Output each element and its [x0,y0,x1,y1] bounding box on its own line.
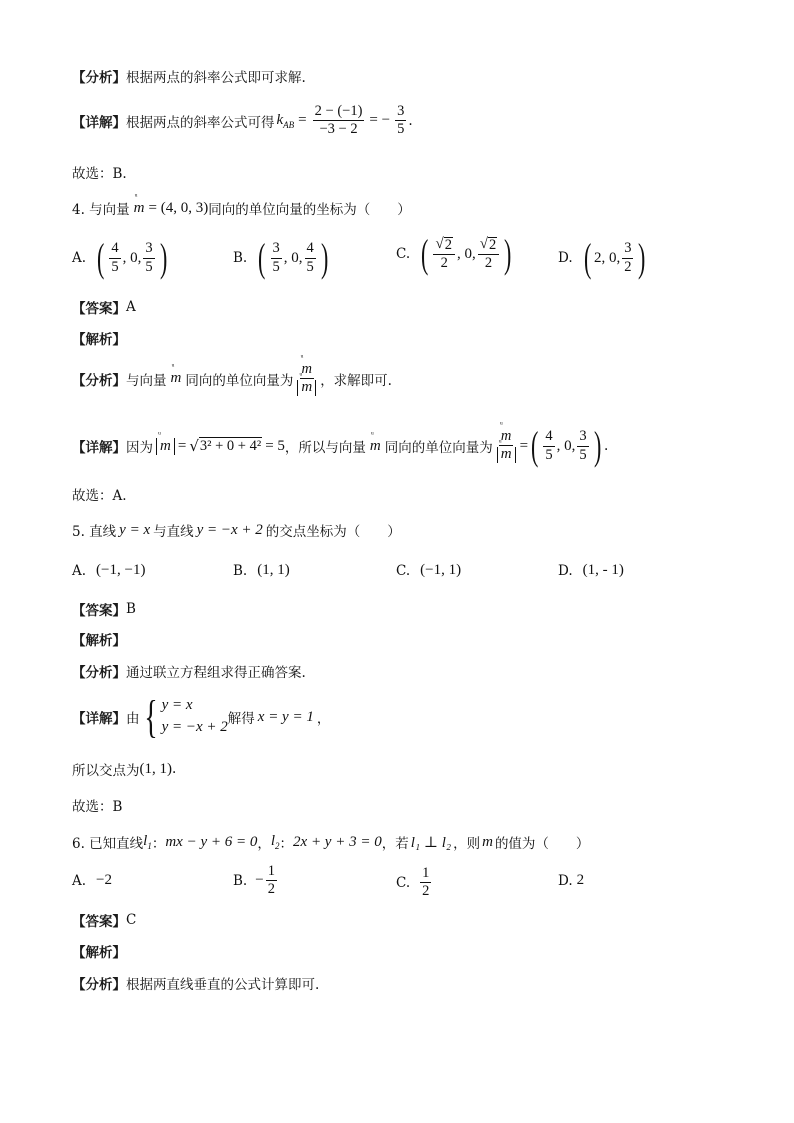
q6-analysis: 【分析】 根据两直线垂直的公式计算即可. [72,977,320,993]
vector-m: ᵘ m [133,190,145,216]
q4-jiexi: 【解析】 [72,332,126,348]
q5-detail: 【详解】 由 { y = x y = −x + 2 解得 x = y = 1 ， [72,691,331,742]
q3-analysis [72,66,306,86]
q4-option-b: B. ( $\frac{3}{5}$ , 0, $\frac{4}{5}$ ) [233,235,329,280]
q4-answer [72,297,136,317]
equation-system: { y = x y = −x + 2 [143,691,228,742]
q5-analysis: 【分析】 通过联立方程组求得正确答案. [72,665,306,681]
q6-jiexi: 【解析】 [72,945,126,961]
q4-stem-text: 4. 与向量 [72,202,130,218]
q4-stem-tail: 同向的单位向量的坐标为（ ） [208,202,411,218]
line-l2: $l_2$ [270,833,280,851]
analysis-tag: 【分析】 [72,70,126,86]
q3-answer: 故选：B. [72,166,127,182]
q5-answer: 【答案】 B [72,601,136,619]
q3-detail: 【详解】 根据两点的斜率公式可得 $k_{AB}$ = $\frac{2 - (-1)}{-3 - 2}$ = − $\frac{3}{5}$ . [72,103,413,138]
vector-value: = (4, 0, 3) [148,199,209,216]
q6-stem: 6. 已知直线 $l_1$ ： mx − y + 6 = 0 ， $l_2$ ： 2x + y + 3 = 0 ，若 l₁ ⊥ l₂ ，则 m 的值为（ ） [72,833,590,852]
q4-option-d: D. ( 2, 0, $\frac{3}{2}$ ) [558,235,646,280]
slope-symbol: $k_{AB}$ [276,111,295,130]
q4-detail: 【详解】 因为 ᵘ m = √ 3² + 0 + 4² = 5 ，所以与向量 ᵘ m 同向的单位向量为 ᵘ m ᵘ m = ( $\frac{4}{5}$ , 0, $\frac{3}{5}$ ) . [72,419,609,468]
slope-fraction: $\frac{2 - (-1)}{-3 - 2}$ [314,103,363,138]
line1-equation: y = x [119,521,151,538]
q6-answer: 【答案】 C [72,912,137,930]
answer-tag: 【答案】 [72,301,126,317]
vector-m: ᵘ m [170,361,182,387]
l2-equation: 2x + y + 3 = 0 [293,833,382,850]
result-fraction: $\frac{3}{5}$ [397,103,405,138]
answer-value: A [126,299,136,315]
q4-option-c: C. ( √ 2 2 , 0, √ 2 2 ) [396,231,512,276]
unit-vector-fraction: ᵘ m ᵘ m [295,362,318,396]
q5-option-b: B. (1, 1) [233,562,290,579]
norm-sqrt: √ 3² + 0 + 4² [189,437,262,455]
q5-conclusion: 所以交点为 (1, 1) . [72,760,177,779]
equals-minus: = − [369,112,391,129]
q6-option-d: D. 2 [558,872,585,889]
q5-stem: 5. 直线 y = x 与直线 y = −x + 2 的交点坐标为（ ） [72,521,401,540]
q4-final: 故选：A. [72,488,127,504]
l1-equation: mx − y + 6 = 0 [165,833,258,850]
analysis-text: 根据两点的斜率公式即可求解. [126,70,306,86]
vector-m: ᵘ m [369,428,381,454]
q6-option-c: C. $\frac{1}{2}$ [396,865,430,900]
q5-final: 故选：B [72,799,123,815]
line2-equation: y = −x + 2 [196,521,263,538]
q4-analysis: 【分析】 与向量 ᵘ m 同向的单位向量为 ᵘ m ᵘ m ，求解即可. [72,352,392,396]
detail-text: 根据两点的斜率公式可得 [126,114,275,131]
q4-stem [72,190,411,218]
q6-option-a: A. −2 [72,872,113,889]
q6-option-b: B. − $\frac{1}{2}$ [233,863,275,898]
unit-vector-fraction: ᵘ m ᵘ m [495,429,518,463]
solution: x = y = 1 [257,708,314,725]
perpendicular: l₁ ⊥ l₂ [410,834,452,851]
vector-norm: ᵘ m [156,438,175,455]
equals-sign: = [298,112,307,129]
detail-tag: 【详解】 [72,114,126,131]
q4-option-a: A. ( $\frac{4}{5}$ , 0, $\frac{3}{5}$ ) [72,235,167,280]
q5-option-a: A. (−1, −1) [72,562,146,579]
q5-jiexi: 【解析】 [72,633,126,649]
line-l1: $l_1$ [143,833,152,851]
q5-option-c: C. (−1, 1) [396,562,462,579]
q5-option-d: D. (1, - 1) [558,562,624,579]
